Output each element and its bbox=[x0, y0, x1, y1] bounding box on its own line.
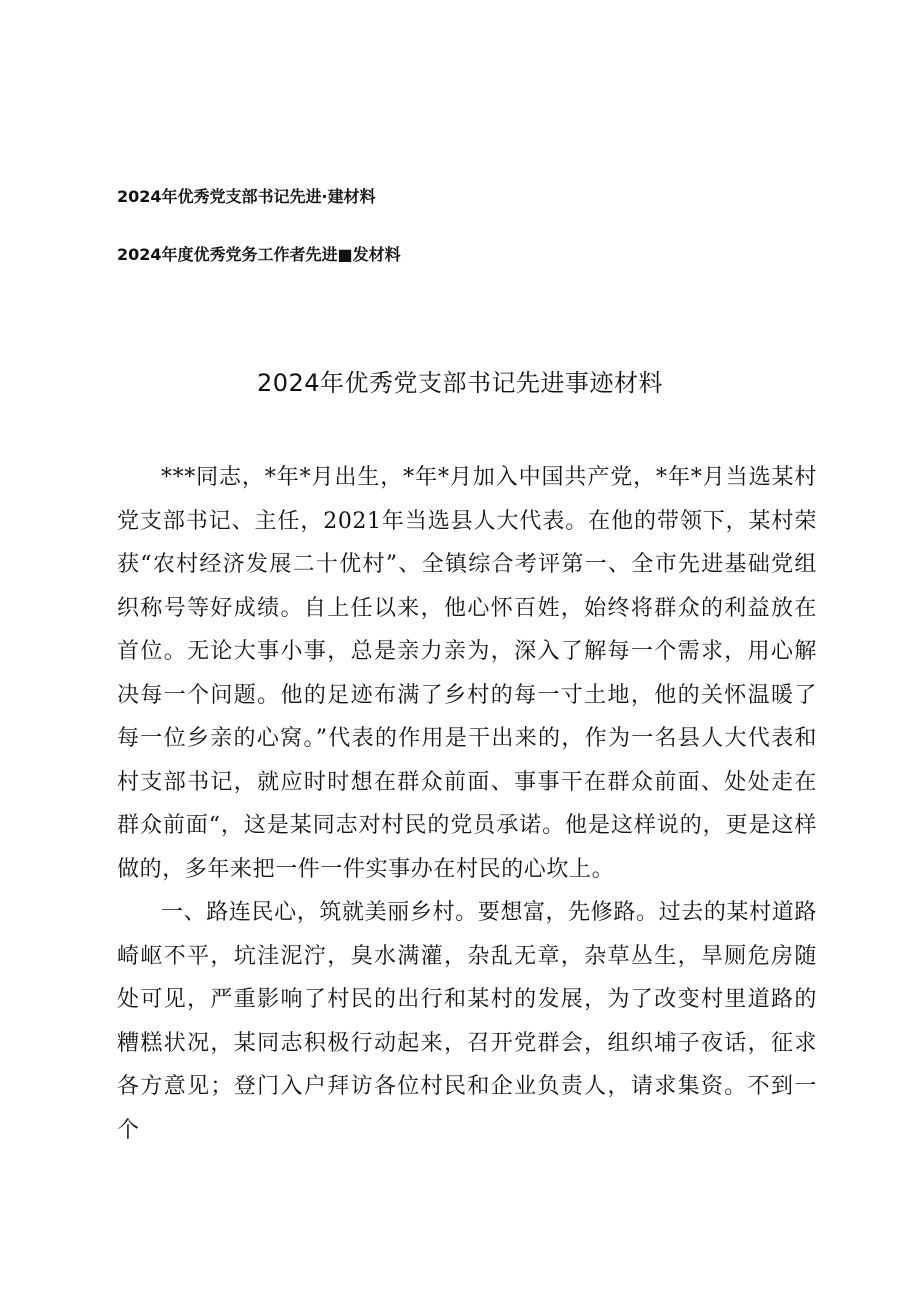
table-of-contents bbox=[117, 184, 817, 268]
document-title: 2024年优秀党支部书记先进事迹材料 bbox=[256, 369, 664, 397]
body-paragraph-2: 一、路连民心，筑就美丽乡村。要想富，先修路。过去的某村道路崎岖不平，坑洼泥泞，臭水满灌，杂乱无章，杂草丛生，旱厕危房随处可见，严重影响了村民的出行和某村的发展，为了改变村里道路的糟糕状况，某同志积极行动起来，召开党群会，组织埔子夜话，征求各方意见；登门入户拜访各位村民和企业负责人，请求集资。不到一个 bbox=[117, 900, 817, 1143]
toc-item-1: 2024年优秀党支部书记先进·建材料 bbox=[117, 187, 376, 206]
document-body bbox=[117, 456, 817, 1152]
toc-item-2: 2024年度优秀党务工作者先进■发材料 bbox=[117, 245, 401, 264]
body-paragraph-1: ***同志，*年*月出生，*年*月加入中国共产党，*年*月当选某村党支部书记、主任，2021年当选县人大代表。在他的带领下，某村荣获“农村经济发展二十优村”、全镇综合考评第一、全市先进基础党组织称号等好成绩。自上任以来，他心怀百姓，始终将群众的利益放在首位。无论大事小事，总是亲力亲为，深入了解每一个需求，用心解决每一个问题。他的足迹布满了乡村的每一寸土地，他的关怀温暖了每一位乡亲的心窝。”代表的作用是干出来的，作为一名县人大代表和村支部书记，就应时时想在群众前面、事事干在群众前面、处处走在群众前面“，这是某同志对村民的党员承诺。他是这样说的，更是这样做的，多年来把一件一件实事办在村民的心坎上。 bbox=[117, 465, 817, 882]
